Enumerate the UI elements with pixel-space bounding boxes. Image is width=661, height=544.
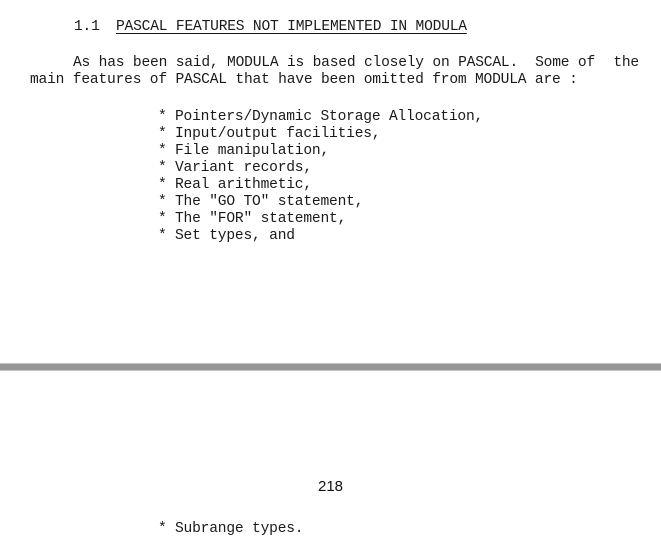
asterisk-bullet-icon: *: [158, 126, 167, 142]
section-heading: [74, 19, 467, 36]
asterisk-bullet-icon: *: [158, 177, 167, 193]
asterisk-bullet-icon: *: [158, 194, 167, 210]
list-item-text: Input/output facilities,: [175, 126, 381, 142]
list-item-text: File manipulation,: [175, 143, 330, 159]
list-item-text: The "FOR" statement,: [175, 211, 347, 227]
paragraph-line-1: [30, 55, 639, 72]
asterisk-bullet-icon: *: [158, 109, 167, 125]
list-item-text: Pointers/Dynamic Storage Allocation,: [175, 109, 484, 125]
intro-paragraph: [30, 55, 650, 89]
asterisk-bullet-icon: *: [158, 160, 167, 176]
list-item-text: Set types, and: [175, 228, 295, 244]
section-number: 1.1: [74, 19, 100, 35]
list-item-text: Real arithmetic,: [175, 177, 312, 193]
list-item-text: Variant records,: [175, 160, 312, 176]
list-item: [158, 177, 483, 194]
list-item: [158, 143, 483, 160]
list-item: [158, 194, 483, 211]
section-title: PASCAL FEATURES NOT IMPLEMENTED IN MODULA: [116, 19, 467, 35]
list-item: [158, 228, 483, 245]
paragraph-line-1-end: the: [613, 55, 639, 71]
page-break-separator: [0, 363, 661, 371]
list-item-text: Subrange types.: [175, 521, 304, 537]
list-item: [158, 126, 483, 143]
paragraph-line-2: main features of PASCAL that have been omitted from MODULA are :: [30, 72, 578, 88]
list-item-text: The "GO TO" statement,: [175, 194, 364, 210]
list-item: [158, 211, 483, 228]
asterisk-bullet-icon: *: [158, 211, 167, 227]
asterisk-bullet-icon: *: [158, 228, 167, 244]
features-list: [158, 109, 483, 245]
paragraph-line-1-text: As has been said, MODULA is based closely on PASCAL. Some of: [73, 55, 596, 71]
asterisk-bullet-icon: *: [158, 143, 167, 159]
list-item: [158, 109, 483, 126]
list-item: [158, 160, 483, 177]
asterisk-bullet-icon: *: [158, 521, 167, 537]
continued-list-item: [158, 521, 303, 538]
page-number: 218: [317, 478, 344, 495]
